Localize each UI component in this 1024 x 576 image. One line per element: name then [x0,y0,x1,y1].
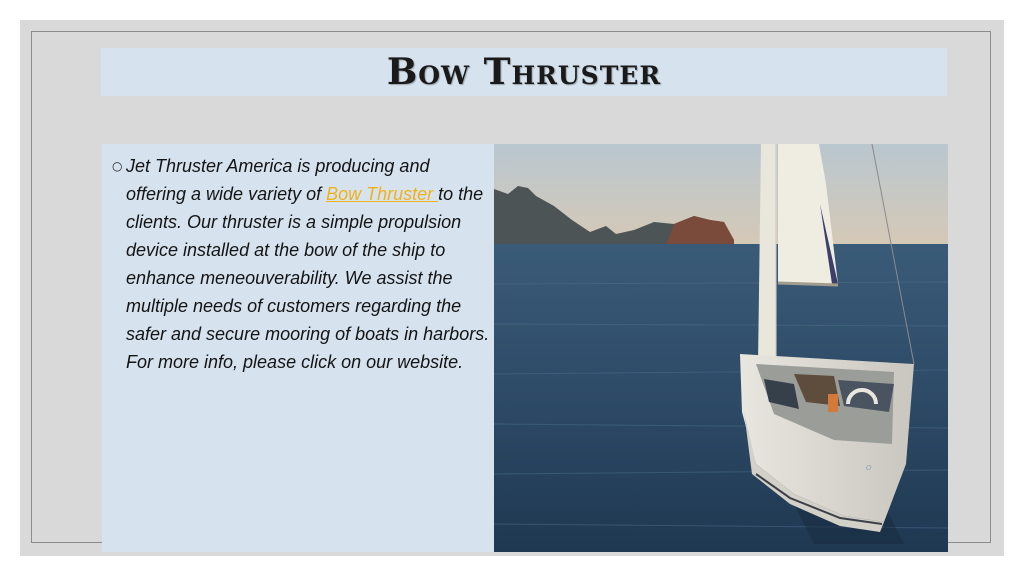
svg-text:Ο: Ο [866,464,872,472]
slide-title: Bow Thruster [386,51,662,93]
bullet-circle-icon: ○ [112,159,123,173]
bullet-item [112,152,490,376]
sailboat-photo [494,144,948,552]
sailboat-image [494,144,948,552]
bullet-paragraph [126,152,490,376]
bow-thruster-link[interactable]: Bow Thruster [326,184,439,204]
bullet-text-before: Jet Thruster America is producing and offering a wide variety of [126,156,430,204]
text-panel [102,144,494,552]
bullet-text-after: to the clients. Our thruster is a simple propulsion device installed at the bow of the ship to enhance meneouverability. We assist the multiple needs of customers regarding the safer and secure mooring of boats in harbors. For more info, please click on our website. [126,184,490,372]
title-bar [101,48,947,96]
slide-frame [31,31,991,543]
slide-background [20,20,1004,556]
